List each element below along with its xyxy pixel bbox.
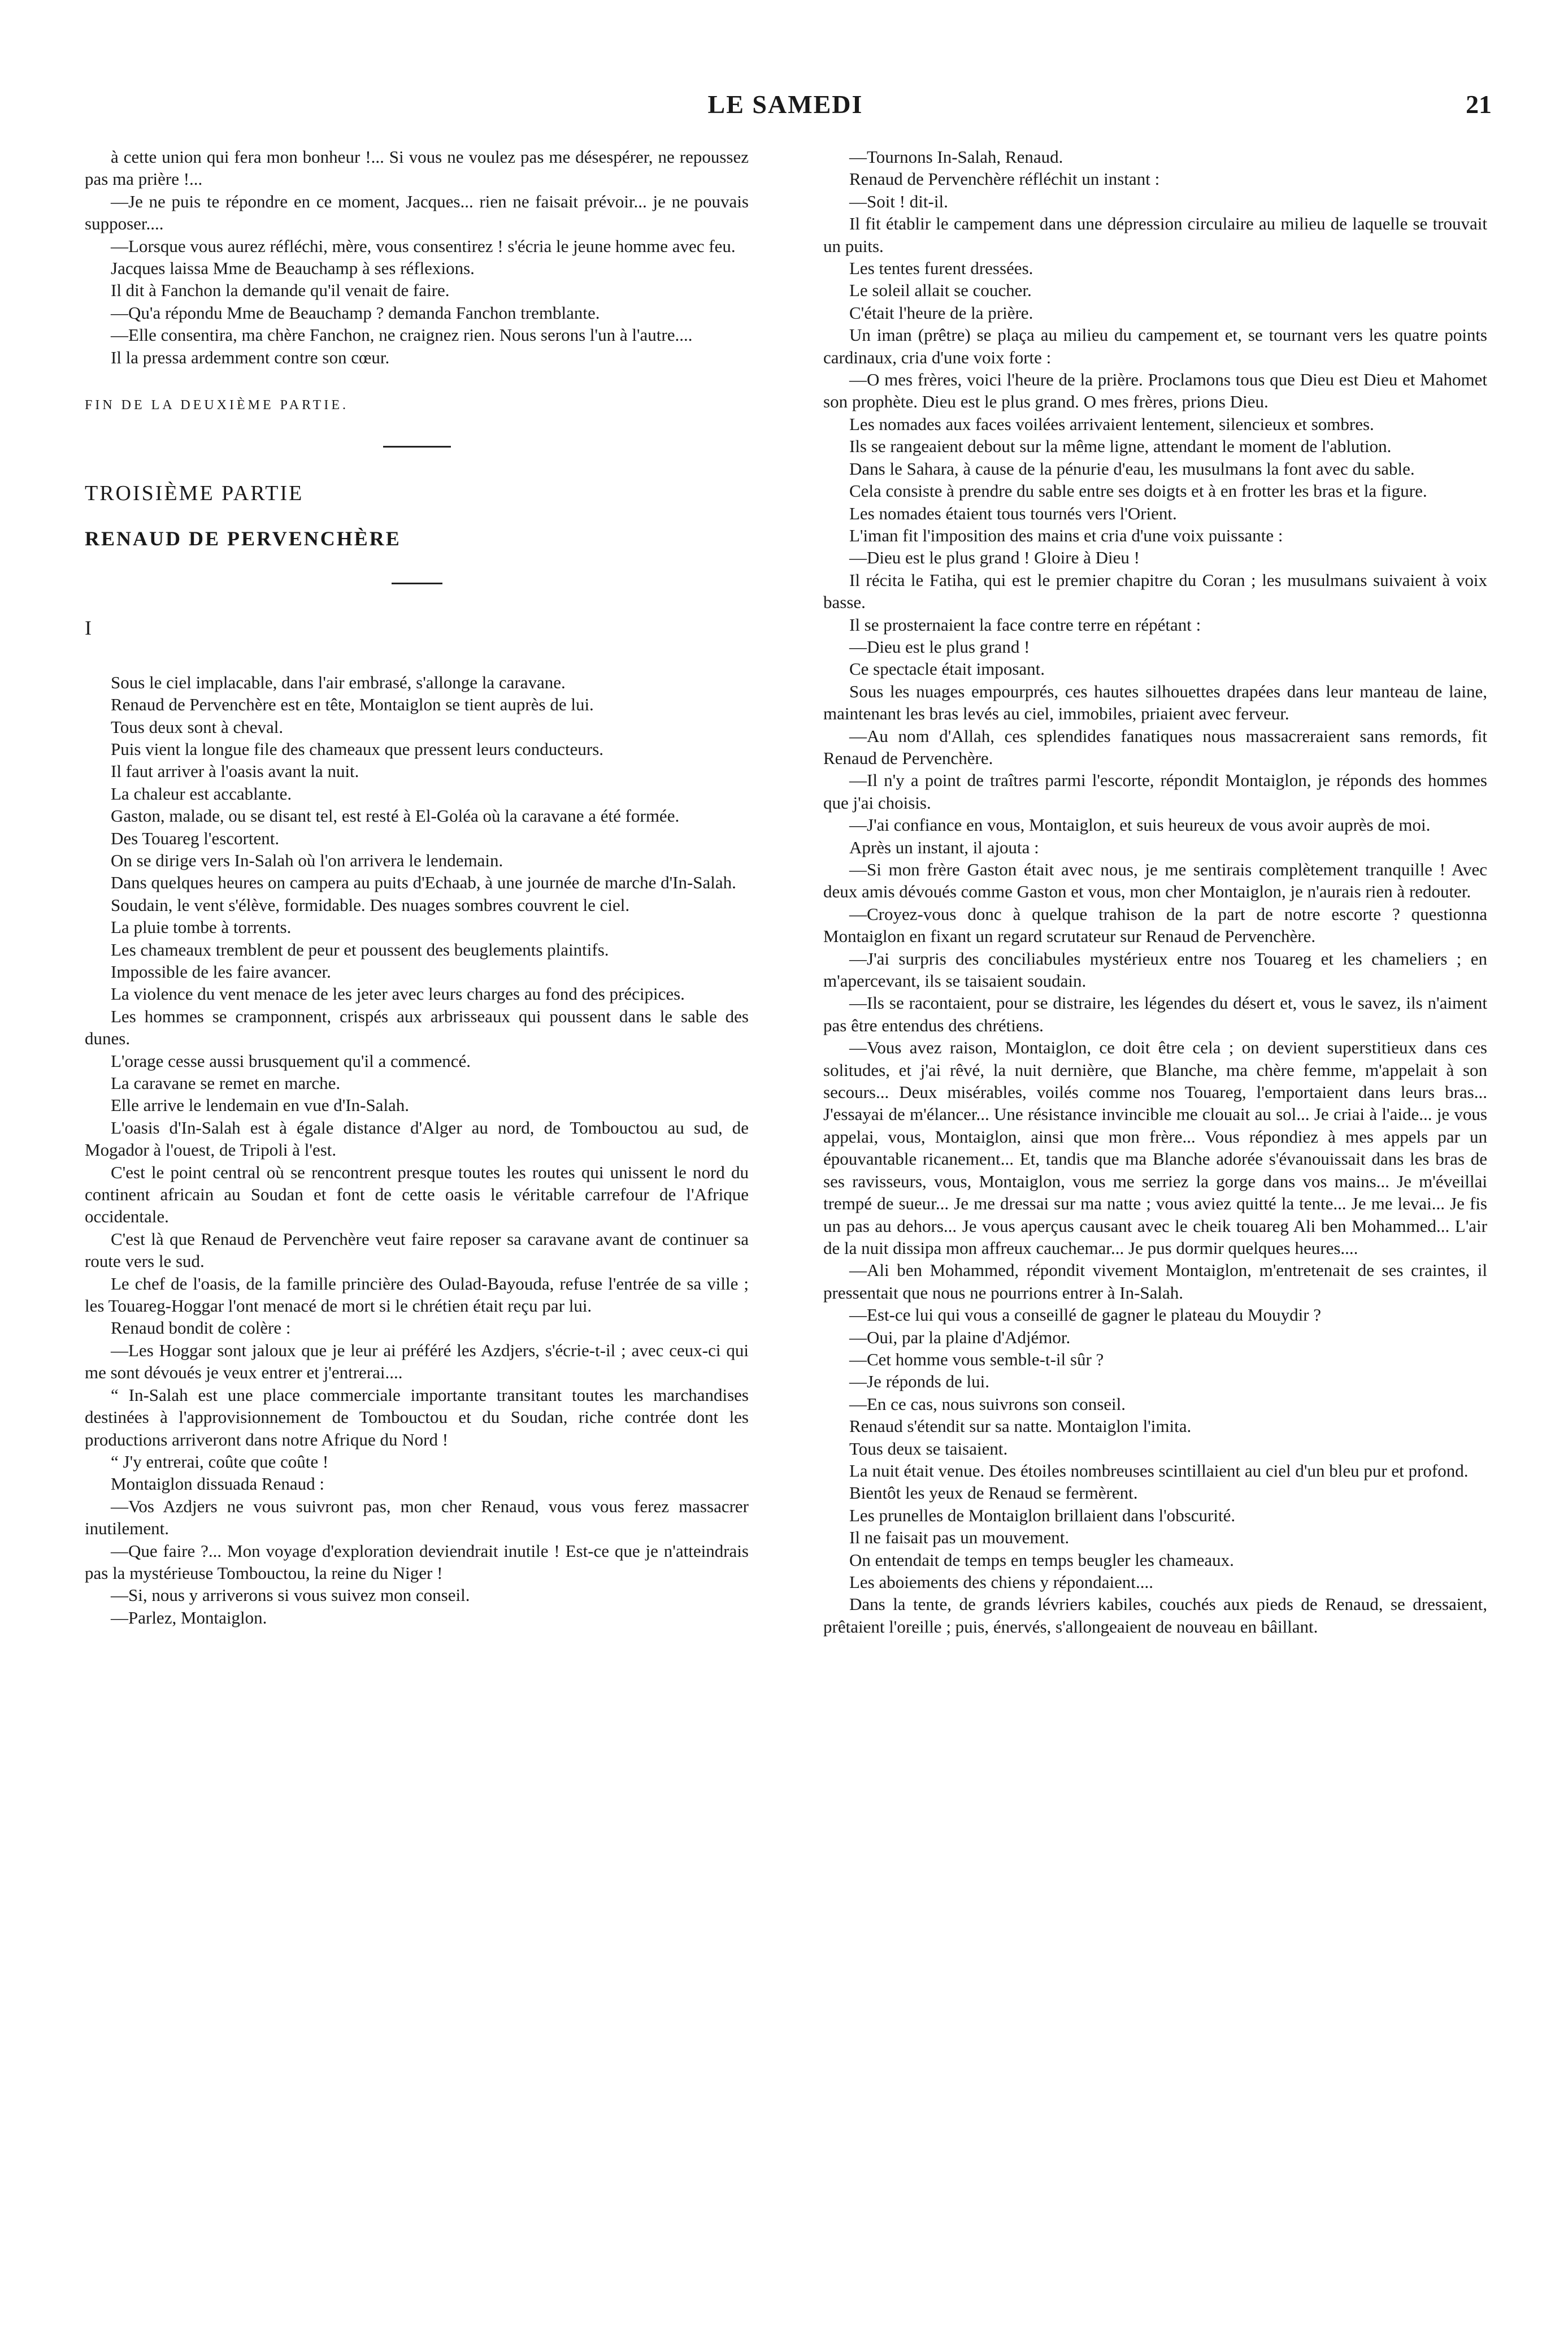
paragraph: L'orage cesse aussi brusquement qu'il a commencé. <box>111 1051 471 1071</box>
paragraph: La nuit était venue. Des étoiles nombreuses scintillaient au ciel d'un bleu pur et profond. <box>849 1460 1469 1481</box>
paragraph: —Cet homme vous semble-t-il sûr ? <box>849 1349 1104 1369</box>
paragraph: —En ce cas, nous suivrons son conseil. <box>849 1394 1126 1414</box>
paragraph: Puis vient la longue file des chameaux que pressent leurs conducteurs. <box>111 739 604 759</box>
paragraph: C'est là que Renaud de Pervenchère veut faire reposer sa caravane avant de continuer sa route vers le sud. <box>85 1229 749 1271</box>
paragraph: —O mes frères, voici l'heure de la prière. Proclamons tous que Dieu est Dieu et Mahomet son prophète. Dieu est le plus grand. O mes frères, prions Dieu. <box>823 370 1487 412</box>
paragraph: Renaud de Pervenchère réfléchit un instant : <box>849 169 1160 189</box>
paragraph: La caravane se remet en marche. <box>111 1073 341 1093</box>
paragraph: “ J'y entrerai, coûte que coûte ! <box>111 1451 329 1472</box>
paragraph: Les nomades aux faces voilées arrivaient lentement, silencieux et sombres. <box>849 414 1374 434</box>
paragraph: —Ali ben Mohammed, répondit vivement Montaiglon, m'entretenait de ses craintes, il pressentait que nous ne pourrions entrer à In-Salah. <box>823 1260 1487 1303</box>
page-header <box>79 85 1492 124</box>
paragraph: —Est-ce lui qui vous a conseillé de gagner le plateau du Mouydir ? <box>849 1305 1322 1325</box>
paragraph: Montaiglon dissuada Renaud : <box>111 1474 324 1494</box>
paragraph: Il faut arriver à l'oasis avant la nuit. <box>111 761 359 782</box>
paragraph: —Ils se racontaient, pour se distraire, les légendes du désert et, vous le savez, ils n'aiment pas être entendus des chrétiens. <box>823 993 1487 1035</box>
paragraph: Les nomades étaient tous tournés vers l'Orient. <box>849 503 1177 523</box>
paragraph: La pluie tombe à torrents. <box>111 917 292 938</box>
paragraph: Renaud s'étendit sur sa natte. Montaiglon l'imita. <box>849 1416 1192 1436</box>
right-column <box>823 146 1487 1638</box>
paragraph: Ils se rangeaient debout sur la même ligne, attendant le moment de l'ablution. <box>849 436 1392 457</box>
paragraph: Ce spectacle était imposant. <box>849 659 1045 679</box>
paragraph: L'oasis d'In-Salah est à égale distance d'Alger au nord, de Tombouctou au sud, de Mogador à l'ouest, de Tripoli à l'est. <box>85 1117 749 1160</box>
paragraph: C'est le point central où se rencontrent presque toutes les routes qui unissent le nord du continent africain au Soudan et font de cette oasis le véritable carrefour de l'Afrique occidentale. <box>85 1162 749 1227</box>
paragraph: Il récita le Fatiha, qui est le premier chapitre du Coran ; les musulmans suivaient à voix basse. <box>823 570 1487 613</box>
paragraph: Tous deux sont à cheval. <box>111 717 284 737</box>
chapter-text <box>85 671 749 1629</box>
paragraph: Des Touareg l'escortent. <box>111 828 280 848</box>
end-of-part-note: FIN DE LA DEUXIÈME PARTIE. <box>85 398 349 413</box>
paragraph: Il la pressa ardemment contre son cœur. <box>111 347 390 367</box>
paragraph: —Dieu est le plus grand ! Gloire à Dieu ! <box>849 548 1140 568</box>
paragraph: Les aboiements des chiens y répondaient.... <box>849 1572 1154 1592</box>
paragraph: —Dieu est le plus grand ! <box>849 636 1030 657</box>
paragraph: L'iman fit l'imposition des mains et cria d'une voix puissante : <box>849 525 1283 545</box>
paragraph: —Oui, par la plaine d'Adjémor. <box>849 1327 1071 1347</box>
paragraph: Impossible de les faire avancer. <box>111 961 331 982</box>
paragraph: —Vos Azdjers ne vous suivront pas, mon cher Renaud, vous vous ferez massacrer inutilement. <box>85 1496 749 1539</box>
paragraph: Renaud de Pervenchère est en tête, Montaiglon se tient auprès de lui. <box>111 695 594 715</box>
paragraph: On se dirige vers In-Salah où l'on arrivera le lendemain. <box>111 850 503 870</box>
paragraph: Après un instant, il ajouta : <box>849 837 1039 857</box>
paragraph: —Je réponds de lui. <box>849 1372 989 1392</box>
paragraph: —Au nom d'Allah, ces splendides fanatiques nous massacreraient sans remords, fit Renaud de Pervenchère. <box>823 726 1487 768</box>
paragraph: —Lorsque vous aurez réfléchi, mère, vous consentirez ! s'écria le jeune homme avec feu. <box>111 236 736 256</box>
paragraph: Dans la tente, de grands lévriers kabiles, couchés aux pieds de Renaud, se dressaient, prêtaient l'oreille ; puis, énervés, s'allongeaient de nouveau en bâillant. <box>823 1594 1487 1637</box>
paragraph: —Croyez-vous donc à quelque trahison de la part de notre escorte ? questionna Montaiglon en fixant un regard scrutateur sur Renaud de Pervenchère. <box>823 904 1487 947</box>
intro-text <box>85 146 749 368</box>
paragraph: Il se prosternaient la face contre terre en répétant : <box>849 614 1201 635</box>
section-title: RENAUD DE PERVENCHÈRE <box>85 527 401 550</box>
paragraph: Renaud bondit de colère : <box>111 1318 291 1338</box>
paragraph: Il ne faisait pas un mouvement. <box>849 1527 1070 1548</box>
paragraph: —J'ai confiance en vous, Montaiglon, et suis heureux de vous avoir auprès de moi. <box>849 815 1431 835</box>
paragraph: Dans quelques heures on campera au puits d'Echaab, à une journée de marche d'In-Salah. <box>111 873 736 893</box>
paragraph: Tous deux se taisaient. <box>849 1438 1008 1459</box>
paragraph: “ In-Salah est une place commerciale importante transitant toutes les marchandises destinées à l'approvisionnement de Tombouctou et du Soudan, riche contrée dont les productions arriveront dans notre Afrique du Nord ! <box>85 1385 749 1449</box>
paragraph: Sous les nuages empourprés, ces hautes silhouettes drapées dans leur manteau de laine, maintenant les bras levés au ciel, immobiles, priaient avec ferveur. <box>823 681 1487 724</box>
paragraph: à cette union qui fera mon bonheur !... Si vous ne voulez pas me désespérer, ne repoussez pas ma prière !... <box>85 147 749 189</box>
divider-rule <box>392 583 442 584</box>
paragraph: —Que faire ?... Mon voyage d'exploration deviendrait inutile ! Est-ce que je n'atteindrais pas la mystérieuse Tombouctou, la reine du Niger ! <box>85 1540 749 1583</box>
paragraph: On entendait de temps en temps beugler les chameaux. <box>849 1550 1234 1570</box>
part-title: TROISIÈME PARTIE <box>85 481 304 506</box>
paragraph: Il dit à Fanchon la demande qu'il venait de faire. <box>111 280 450 301</box>
paragraph: Cela consiste à prendre du sable entre ses doigts et à en frotter les bras et la figure. <box>849 481 1427 501</box>
paragraph: —Qu'a répondu Mme de Beauchamp ? demanda Fanchon tremblante. <box>111 302 600 323</box>
paragraph: La violence du vent menace de les jeter avec leurs charges au fond des précipices. <box>111 984 685 1004</box>
paragraph: Un iman (prêtre) se plaça au milieu du campement et, se tournant vers les quatre points cardinaux, cria d'une voix forte : <box>823 325 1487 367</box>
chapter-number: I <box>85 617 92 640</box>
page-number: 21 <box>1466 90 1492 119</box>
paragraph: La chaleur est accablante. <box>111 783 292 804</box>
paragraph: Les hommes se cramponnent, crispés aux arbrisseaux qui poussent dans le sable des dunes. <box>85 1006 749 1049</box>
paragraph: Les chameaux tremblent de peur et poussent des beuglements plaintifs. <box>111 939 609 960</box>
paragraph: —J'ai surpris des conciliabules mystérieux entre nos Touareg et les chameliers ; en m'apercevant, ils se taisaient soudain. <box>823 948 1487 991</box>
paragraph: Gaston, malade, ou se disant tel, est resté à El-Goléa où la caravane a été formée. <box>111 806 680 826</box>
paragraph: Les tentes furent dressées. <box>849 258 1033 279</box>
paragraph: Le soleil allait se coucher. <box>849 280 1032 301</box>
paragraph: Bientôt les yeux de Renaud se fermèrent. <box>849 1483 1138 1503</box>
paragraph: Sous le ciel implacable, dans l'air embrasé, s'allonge la caravane. <box>111 672 566 692</box>
paragraph: Elle arrive le lendemain en vue d'In-Salah. <box>111 1095 410 1116</box>
paragraph: —Tournons In-Salah, Renaud. <box>849 147 1063 167</box>
paragraph: —Je ne puis te répondre en ce moment, Jacques... rien ne faisait prévoir... je ne pouvais supposer.... <box>85 191 749 234</box>
paragraph: Soudain, le vent s'élève, formidable. Des nuages sombres couvrent le ciel. <box>111 895 630 915</box>
paragraph: Les prunelles de Montaiglon brillaient dans l'obscurité. <box>849 1505 1236 1525</box>
paragraph: —Elle consentira, ma chère Fanchon, ne craignez rien. Nous serons l'un à l'autre.... <box>111 325 693 345</box>
paragraph: Jacques laissa Mme de Beauchamp à ses réflexions. <box>111 258 475 279</box>
paragraph: —Si mon frère Gaston était avec nous, je me sentirais complètement tranquille ! Avec deux amis dévoués comme Gaston et vous, mon cher Montaiglon, je n'aurais rien à redouter. <box>823 860 1487 902</box>
paragraph: Il fit établir le campement dans une dépression circulaire au milieu de laquelle se trouvait un puits. <box>823 214 1487 256</box>
paragraph: C'était l'heure de la prière. <box>849 302 1033 323</box>
journal-title: LE SAMEDI <box>707 90 863 119</box>
paragraph: —Vous avez raison, Montaiglon, ce doit être cela ; on devient superstitieux dans ces solitudes, et j'ai rêvé, la nuit dernière, que Blanche, ma chère femme, m'appelait à son secours... Deux misérables, voilés comme nos Touareg, l'emportaient dans leurs bras... J'essayai de m'élancer... Une résistance invincible me clouait au sol... Je criai à l'aide... je vous appelai, vous, Montaiglon, ainsi que mon frère... Vous répondiez à mes appels par un épouvantable ricanement... Et, tandis que ma Blanche adorée s'évanouissait dans les bras de ses ravisseurs, vous, Montaiglon, vous me serriez la gorge dans vos mains... Je m'éveillai trempé de sueur... Je me dressai sur ma natte ; vous aviez quitté la tente... Je me levai... Je fis un pas au dehors... Je vous aperçus causant avec le cheik touareg Ali ben Mohammed... L'air de la nuit dissipa mon affreux cauchemar... Je pus dormir quelques heures.... <box>823 1038 1487 1258</box>
chapter-text-continued <box>823 146 1487 1638</box>
paragraph: Dans le Sahara, à cause de la pénurie d'eau, les musulmans la font avec du sable. <box>849 458 1415 479</box>
paragraph: —Les Hoggar sont jaloux que je leur ai préféré les Azdjers, s'écrie-t-il ; avec ceux-ci qui me sont dévoués je veux entrer et j'entrerai.... <box>85 1340 749 1383</box>
divider-rule <box>383 446 451 448</box>
paragraph: —Il n'y a point de traîtres parmi l'escorte, répondit Montaiglon, je réponds des hommes que j'ai choisis. <box>823 770 1487 813</box>
left-column <box>85 146 749 1629</box>
paragraph: Le chef de l'oasis, de la famille princière des Oulad-Bayouda, refuse l'entrée de sa ville ; les Touareg-Hoggar l'ont menacé de mort si le chrétien était reçu par lui. <box>85 1273 749 1316</box>
paragraph: —Parlez, Montaiglon. <box>111 1607 267 1627</box>
paragraph: —Soit ! dit-il. <box>849 191 948 211</box>
paragraph: —Si, nous y arriverons si vous suivez mon conseil. <box>111 1585 470 1605</box>
